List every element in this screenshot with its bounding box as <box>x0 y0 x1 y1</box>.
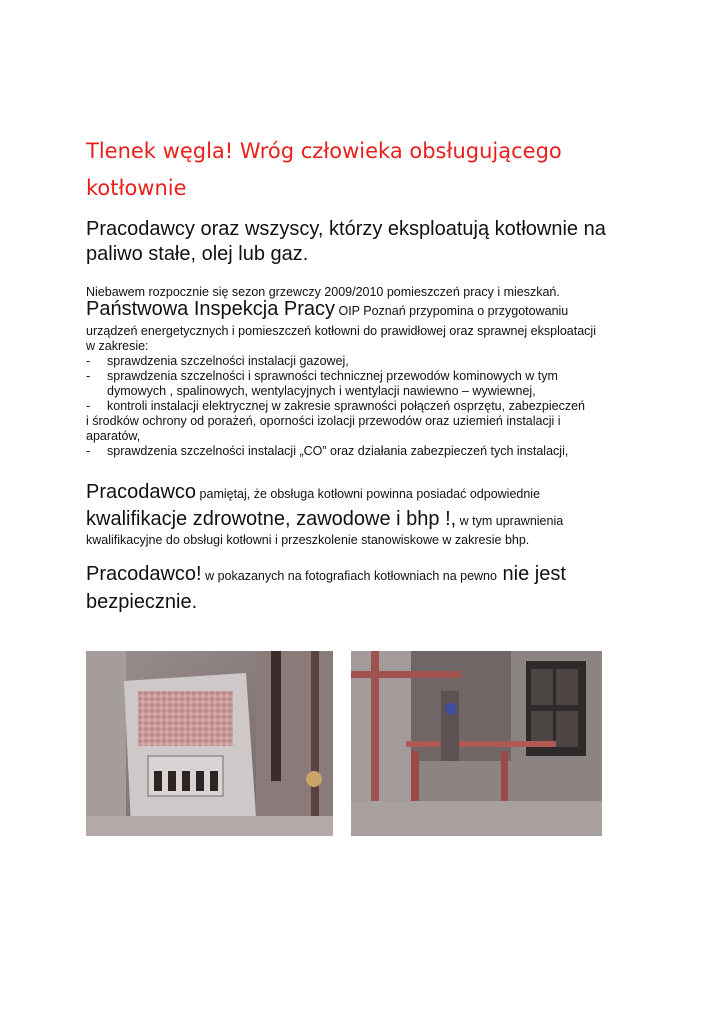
employer2-text: w pokazanych na fotografiach kotłowniach na pewno <box>201 569 497 583</box>
list-item-text-cont: dymowych , spalinowych, wentylacyjnych i wentylacji nawiewno – wywiewnej, <box>107 384 536 398</box>
list-item-text-cont: i środków ochrony od porażeń, oporności izolacji przewodów oraz uziemień instalacji i <box>86 414 561 428</box>
pip-text-2: urządzeń energetycznych i pomieszczeń kotłowni do prawidłowej oraz sprawnej eksploatacji <box>86 324 596 338</box>
list-dash: - <box>86 369 91 383</box>
pip-text-3: w zakresie: <box>86 339 149 353</box>
document-title: Tlenek węgla! Wróg człowieka obsługującego kotłownie <box>86 139 562 200</box>
list-item <box>86 444 666 459</box>
list-item <box>86 354 666 369</box>
scope-list <box>86 354 666 459</box>
list-item <box>86 369 666 399</box>
not-safe-text: nie jest <box>496 563 566 585</box>
list-item-text: sprawdzenia szczelności instalacji „CO” oraz działania zabezpieczeń tych instalacji, <box>107 444 569 458</box>
list-item-text: sprawdzenia szczelności instalacji gazowej, <box>107 354 349 368</box>
list-item-text-cont: aparatów, <box>86 429 141 443</box>
employer-paragraph-1 <box>86 479 676 548</box>
document-subtitle: Pracodawcy oraz wszyscy, którzy eksploatują kotłownie na paliwo stałe, olej lub gaz. <box>86 218 606 265</box>
list-item <box>86 399 666 444</box>
boiler-photo-1 <box>86 651 333 836</box>
employer-text-3: kwalifikacyjne do obsługi kotłowni i przeszkolenie stanowiskowe w zakresie bhp. <box>86 533 530 547</box>
boiler-photo-2 <box>351 651 602 836</box>
list-item-text: kontroli instalacji elektrycznej w zakresie sprawności połączeń osprzętu, zabezpieczeń <box>107 399 586 413</box>
list-dash: - <box>86 444 91 458</box>
safely-text: bezpiecznie. <box>86 591 198 613</box>
employer-heading-2: Pracodawco! <box>86 563 202 585</box>
intro-paragraph: Niebawem rozpocznie się sezon grzewczy 2009/2010 pomieszczeń pracy i mieszkań. <box>86 285 560 299</box>
list-item-text: sprawdzenia szczelności i sprawności technicznej przewodów kominowych w tym <box>107 369 558 383</box>
employer-paragraph-2 <box>86 561 676 615</box>
pip-text-1: OIP Poznań przypomina o przygotowaniu <box>335 304 569 318</box>
qualifications-heading: kwalifikacje zdrowotne, zawodowe i bhp !, <box>86 508 457 530</box>
pip-heading: Państwowa Inspekcja Pracy <box>86 298 336 320</box>
list-dash: - <box>86 399 91 413</box>
pip-paragraph <box>86 296 656 354</box>
employer-text-2: w tym uprawnienia <box>456 514 564 528</box>
employer-text-1: pamiętaj, że obsługa kotłowni powinna posiadać odpowiednie <box>196 487 541 501</box>
list-dash: - <box>86 354 91 368</box>
employer-heading: Pracodawco <box>86 481 197 503</box>
